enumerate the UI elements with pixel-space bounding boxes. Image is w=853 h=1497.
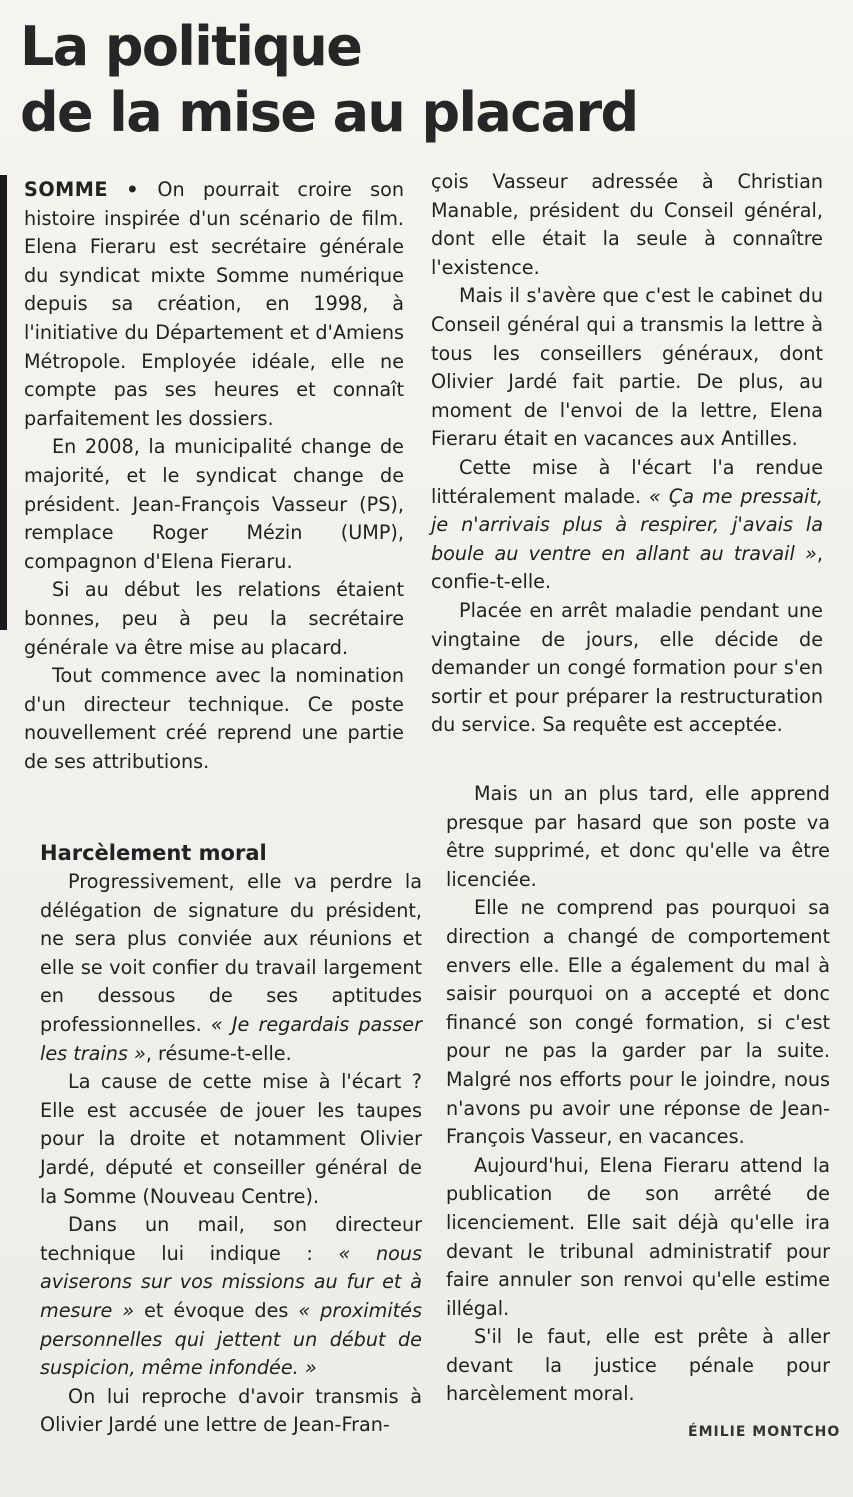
column-rule: [0, 175, 7, 630]
byline: ÉMILIE MONTCHO: [688, 1424, 841, 1440]
p5-text: Progressivement, elle va perdre la délégation de signature du président, ne sera plus conviée aux réunions et elle se voit confier du travail largement en dessous de ses aptitudes professionnelles.: [40, 870, 422, 1036]
paragraph-2: En 2008, la municipalité change de majorité, et le syndicat change de président. Jean-François Vasseur (PS), remplace Roger Mézin (UMP), compagnon d'Elena Fieraru.: [24, 435, 404, 573]
paragraph-5: [40, 868, 422, 1068]
paragraph-8-end: çois Vasseur adressée à Christian Manable, président du Conseil général, dont elle était la seule à connaître l'existence.: [431, 170, 823, 279]
article-column-1-lower: [40, 838, 422, 1440]
dateline-bullet: •: [126, 178, 158, 201]
paragraph-14: Aujourd'hui, Elena Fieraru attend la publication de son arrêté de licenciement. Elle sait déjà qu'elle ira devant le tribunal administratif pour faire annuler son renvoi qu'elle estime illégal.: [446, 1153, 830, 1320]
p10-text-end: , confie-t-elle.: [431, 541, 823, 594]
lead-paragraph: [24, 176, 404, 433]
paragraph-4: Tout commence avec la nomination d'un directeur technique. Ce poste nouvellement créé reprend une partie de ses attributions.: [24, 664, 404, 773]
article-column-1: [24, 176, 404, 776]
dateline: SOMME: [24, 178, 108, 201]
paragraph-10: [431, 454, 823, 597]
paragraph-8-start: On lui reproche d'avoir transmis à Olivier Jardé une lettre de Jean-Fran-: [40, 1384, 422, 1437]
paragraph-13: Elle ne comprend pas pourquoi sa direction a changé de comportement envers elle. Elle a également du mal à saisir pourquoi on a accepté et donc financé son congé formation, si c'est pour ne pas la garder par la suite. Malgré nos efforts pour le joindre, nous n'avons pu avoir une réponse de Jean-François Vasseur, en vacances.: [446, 896, 830, 1149]
paragraph-3: Si au début les relations étaient bonnes, peu à peu la secrétaire générale va être mise au placard.: [24, 578, 404, 659]
p7-text: Dans un mail, son directeur technique lui indique :: [40, 1213, 422, 1265]
headline: [20, 14, 660, 146]
paragraph-15: S'il le faut, elle est prête à aller devant la justice pénale pour harcèlement moral.: [446, 1325, 830, 1406]
p10-text: Cette mise à l'écart l'a rendue littéralement malade.: [431, 455, 823, 508]
subheading: Harcèlement moral: [40, 841, 267, 865]
p10-quote: « Ça me pressait, je n'arrivais plus à respirer, j'avais la boule au ventre en allant au travail »: [431, 484, 823, 565]
headline-line-1: La politique: [20, 15, 362, 78]
p5-text-end: , résume-t-elle.: [145, 1041, 292, 1065]
paragraph-6: La cause de cette mise à l'écart ? Elle est accusée de jouer les taupes pour la droite et notamment Olivier Jardé, député et conseiller général de la Somme (Nouveau Centre).: [40, 1070, 422, 1208]
article-column-2-lower: [446, 780, 830, 1409]
p7-quote-1: « nous aviserons sur vos missions au fur et à mesure »: [40, 1241, 422, 1322]
headline-line-2: de la mise au placard: [20, 81, 638, 144]
p7-quote-2: « proximités personnelles qui jettent un début de suspicion, même infondée. »: [40, 1298, 422, 1380]
paragraph-7: [40, 1211, 422, 1383]
article-column-2: [431, 168, 823, 740]
p5-quote: « Je regardais passer les trains »: [40, 1012, 422, 1065]
paragraph-11: Placée en arrêt maladie pendant une vingtaine de jours, elle décide de demander un congé formation pour s'en sortir et pour préparer la restructuration du service. Sa requête est acceptée.: [431, 598, 823, 737]
paragraph-9: Mais il s'avère que c'est le cabinet du Conseil général qui a transmis la lettre à tous les conseillers généraux, dont Olivier Jardé fait partie. De plus, au moment de l'envoi de la lettre, Elena Fieraru était en vacances aux Antilles.: [431, 284, 823, 451]
paragraph-1-text: On pourrait croire son histoire inspirée d'un scénario de film. Elena Fieraru est secrétaire générale du syndicat mixte Somme numérique depuis sa création, en 1998, à l'initiative du Département et d'Amiens Métropole. Employée idéale, elle ne compte pas ses heures et connaît parfaitement les dossiers.: [24, 178, 404, 430]
p7-text-mid: et évoque des: [134, 1298, 299, 1322]
paragraph-12: Mais un an plus tard, elle apprend presque par hasard que son poste va être supprimé, et donc qu'elle va être licenciée.: [446, 782, 830, 891]
